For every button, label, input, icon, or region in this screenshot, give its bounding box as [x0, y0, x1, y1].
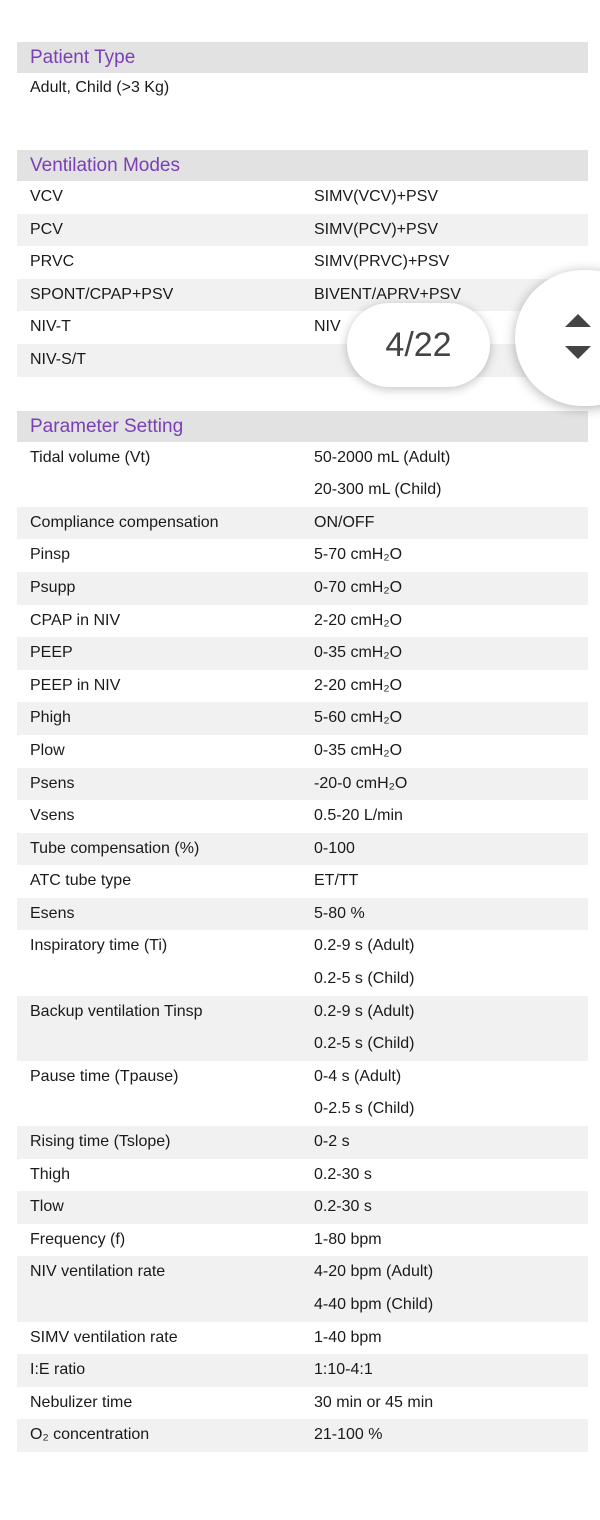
section-header-parameter-setting: Parameter Setting: [17, 411, 588, 442]
parameter-name: Thigh: [30, 1165, 71, 1183]
parameter-value: 0-70 cmH₂O: [314, 578, 403, 596]
parameter-name: Plow: [30, 741, 65, 759]
parameter-name: NIV ventilation rate: [30, 1263, 166, 1281]
parameter-value: 0-4 s (Adult): [314, 1067, 402, 1085]
parameter-value-cell: [314, 572, 588, 605]
parameter-value-cell: [314, 833, 588, 866]
parameter-value: 0.2-9 s (Adult): [314, 937, 415, 955]
parameter-name: O₂ concentration: [30, 1426, 150, 1444]
parameter-name: Frequency (f): [30, 1230, 126, 1248]
parameter-name: Backup ventilation Tinsp: [30, 1002, 203, 1020]
parameter-value: 0-35 cmH₂O: [314, 644, 403, 662]
parameter-value-cell: [314, 735, 588, 768]
parameter-value-cell: [314, 1191, 588, 1224]
table-row: [17, 442, 588, 507]
mode-name: PRVC: [30, 253, 75, 271]
parameter-value: 30 min or 45 min: [314, 1393, 434, 1411]
parameter-name: Psens: [30, 774, 75, 792]
table-row: [17, 833, 588, 866]
parameter-name: ATC tube type: [30, 872, 132, 890]
parameter-value: -20-0 cmH₂O: [314, 774, 408, 792]
parameter-value: 5-70 cmH₂O: [314, 546, 403, 564]
parameter-name: Rising time (Tslope): [30, 1133, 171, 1151]
parameter-name: Phigh: [30, 709, 71, 727]
table-row: [17, 344, 588, 377]
parameter-value-cell: [314, 605, 588, 638]
parameter-name: I:E ratio: [30, 1361, 86, 1379]
parameter-value: 0-35 cmH₂O: [314, 741, 403, 759]
table-row: [17, 1256, 588, 1321]
mode-name: VCV: [30, 188, 63, 205]
parameter-value-cell: [314, 637, 588, 670]
section-header-ventilation-modes: Ventilation Modes: [17, 150, 588, 181]
parameter-value: 0.2-5 s (Child): [314, 1035, 415, 1053]
table-row: [17, 930, 588, 995]
parameter-value: 1-80 bpm: [314, 1230, 382, 1248]
parameter-value: ON/OFF: [314, 513, 375, 531]
mode-name: SIMV(VCV)+PSV: [314, 188, 439, 205]
parameter-value-cell: [314, 1354, 588, 1387]
parameter-value: 2-20 cmH₂O: [314, 611, 403, 629]
mode-name: NIV-T: [30, 318, 71, 336]
table-row: [17, 1224, 588, 1257]
mode-name: PCV: [30, 220, 63, 238]
parameter-name: SIMV ventilation rate: [30, 1328, 178, 1346]
parameter-name: PEEP in NIV: [30, 676, 121, 694]
table-row: [17, 1387, 588, 1420]
parameter-value: ET/TT: [314, 872, 359, 890]
table-row: [17, 311, 588, 344]
parameter-value: 4-20 bpm (Adult): [314, 1263, 434, 1281]
ventilation-modes-table: [17, 181, 588, 377]
parameter-value-cell: [314, 442, 588, 507]
parameter-name: Tlow: [30, 1198, 64, 1216]
parameter-value-cell: [314, 1419, 588, 1452]
table-row: [17, 898, 588, 931]
mode-name: BIVENT/APRV+PSV: [314, 285, 461, 303]
parameter-name: Pinsp: [30, 546, 71, 564]
scroll-down-icon[interactable]: [565, 346, 591, 359]
spec-sheet: [17, 42, 588, 1452]
parameter-value: 0.5-20 L/min: [314, 807, 403, 825]
parameter-value-cell: [314, 865, 588, 898]
parameter-value: 0-100: [314, 839, 355, 857]
parameter-name: Inspiratory time (Ti): [30, 937, 168, 955]
parameter-value-cell: [314, 507, 588, 540]
parameter-value-cell: [314, 800, 588, 833]
parameter-value: 0.2-30 s: [314, 1198, 372, 1216]
table-row: [17, 996, 588, 1061]
parameter-name: CPAP in NIV: [30, 611, 121, 629]
table-row: [17, 279, 588, 312]
parameter-value: 2-20 cmH₂O: [314, 676, 403, 694]
parameter-value-cell: [314, 898, 588, 931]
table-row: [17, 1419, 588, 1452]
parameter-name: Compliance compensation: [30, 513, 219, 531]
parameter-value: 0-2 s: [314, 1133, 350, 1151]
table-row: [17, 1354, 588, 1387]
parameter-value: 4-40 bpm (Child): [314, 1296, 434, 1313]
parameter-value: 21-100 %: [314, 1426, 383, 1444]
patient-type-value: Adult, Child (>3 Kg): [30, 79, 170, 96]
table-row: [17, 865, 588, 898]
parameter-value-cell: [314, 670, 588, 703]
parameter-value: 1-40 bpm: [314, 1328, 382, 1346]
parameter-value: 0.2-9 s (Adult): [314, 1002, 415, 1020]
parameter-name: Tube compensation (%): [30, 839, 200, 857]
parameter-name: Esens: [30, 904, 75, 922]
scroll-up-icon[interactable]: [565, 314, 591, 327]
parameter-value-cell: [314, 1159, 588, 1192]
mode-name: SIMV(PCV)+PSV: [314, 220, 439, 238]
parameter-name: Nebulizer time: [30, 1393, 133, 1411]
table-row: [17, 670, 588, 703]
table-row: [17, 1126, 588, 1159]
table-row: [17, 637, 588, 670]
parameter-value: 50-2000 mL (Adult): [314, 448, 451, 466]
mode-name: SPONT/CPAP+PSV: [30, 285, 174, 303]
parameter-value: 1:10-4:1: [314, 1361, 373, 1379]
mode-name: SIMV(PRVC)+PSV: [314, 253, 450, 271]
parameter-value-cell: [314, 1224, 588, 1257]
section-header-patient-type: Patient Type: [17, 42, 588, 73]
parameter-value: 20-300 mL (Child): [314, 481, 442, 499]
table-row: [17, 605, 588, 638]
table-row: [17, 768, 588, 801]
parameter-name: Psupp: [30, 578, 76, 596]
parameter-name: PEEP: [30, 644, 73, 662]
parameter-value-cell: [314, 930, 588, 995]
parameter-value: 0-2.5 s (Child): [314, 1100, 415, 1118]
parameter-setting-table: [17, 442, 588, 1452]
parameter-name: Pause time (Tpause): [30, 1067, 179, 1085]
parameter-value-cell: [314, 768, 588, 801]
table-row: [17, 181, 588, 214]
table-row: [17, 1061, 588, 1126]
parameter-name: Vsens: [30, 807, 75, 825]
parameter-value-cell: [314, 702, 588, 735]
table-row: [17, 735, 588, 768]
parameter-value-cell: [314, 1387, 588, 1420]
mode-name: NIV-S/T: [30, 350, 87, 368]
table-row: [17, 1191, 588, 1224]
table-row: [17, 1322, 588, 1355]
parameter-value-cell: [314, 996, 588, 1061]
parameter-value-cell: [314, 1126, 588, 1159]
parameter-value-cell: [314, 1061, 588, 1126]
parameter-value-cell: [314, 1256, 588, 1321]
table-row: [17, 539, 588, 572]
table-row: [17, 246, 588, 279]
parameter-value: 5-60 cmH₂O: [314, 709, 403, 727]
table-row: [17, 572, 588, 605]
parameter-value: 0.2-5 s (Child): [314, 970, 415, 988]
parameter-value: 5-80 %: [314, 904, 365, 922]
parameter-value: 0.2-30 s: [314, 1165, 372, 1183]
table-row: [17, 800, 588, 833]
parameter-value-cell: [314, 1322, 588, 1355]
parameter-name: Tidal volume (Vt): [30, 448, 151, 466]
table-row: [17, 1159, 588, 1192]
table-row: [17, 507, 588, 540]
mode-name: NIV: [314, 318, 341, 336]
parameter-value-cell: [314, 539, 588, 572]
page-indicator: 4/22: [347, 303, 490, 387]
table-row: [17, 702, 588, 735]
table-row: [17, 214, 588, 247]
